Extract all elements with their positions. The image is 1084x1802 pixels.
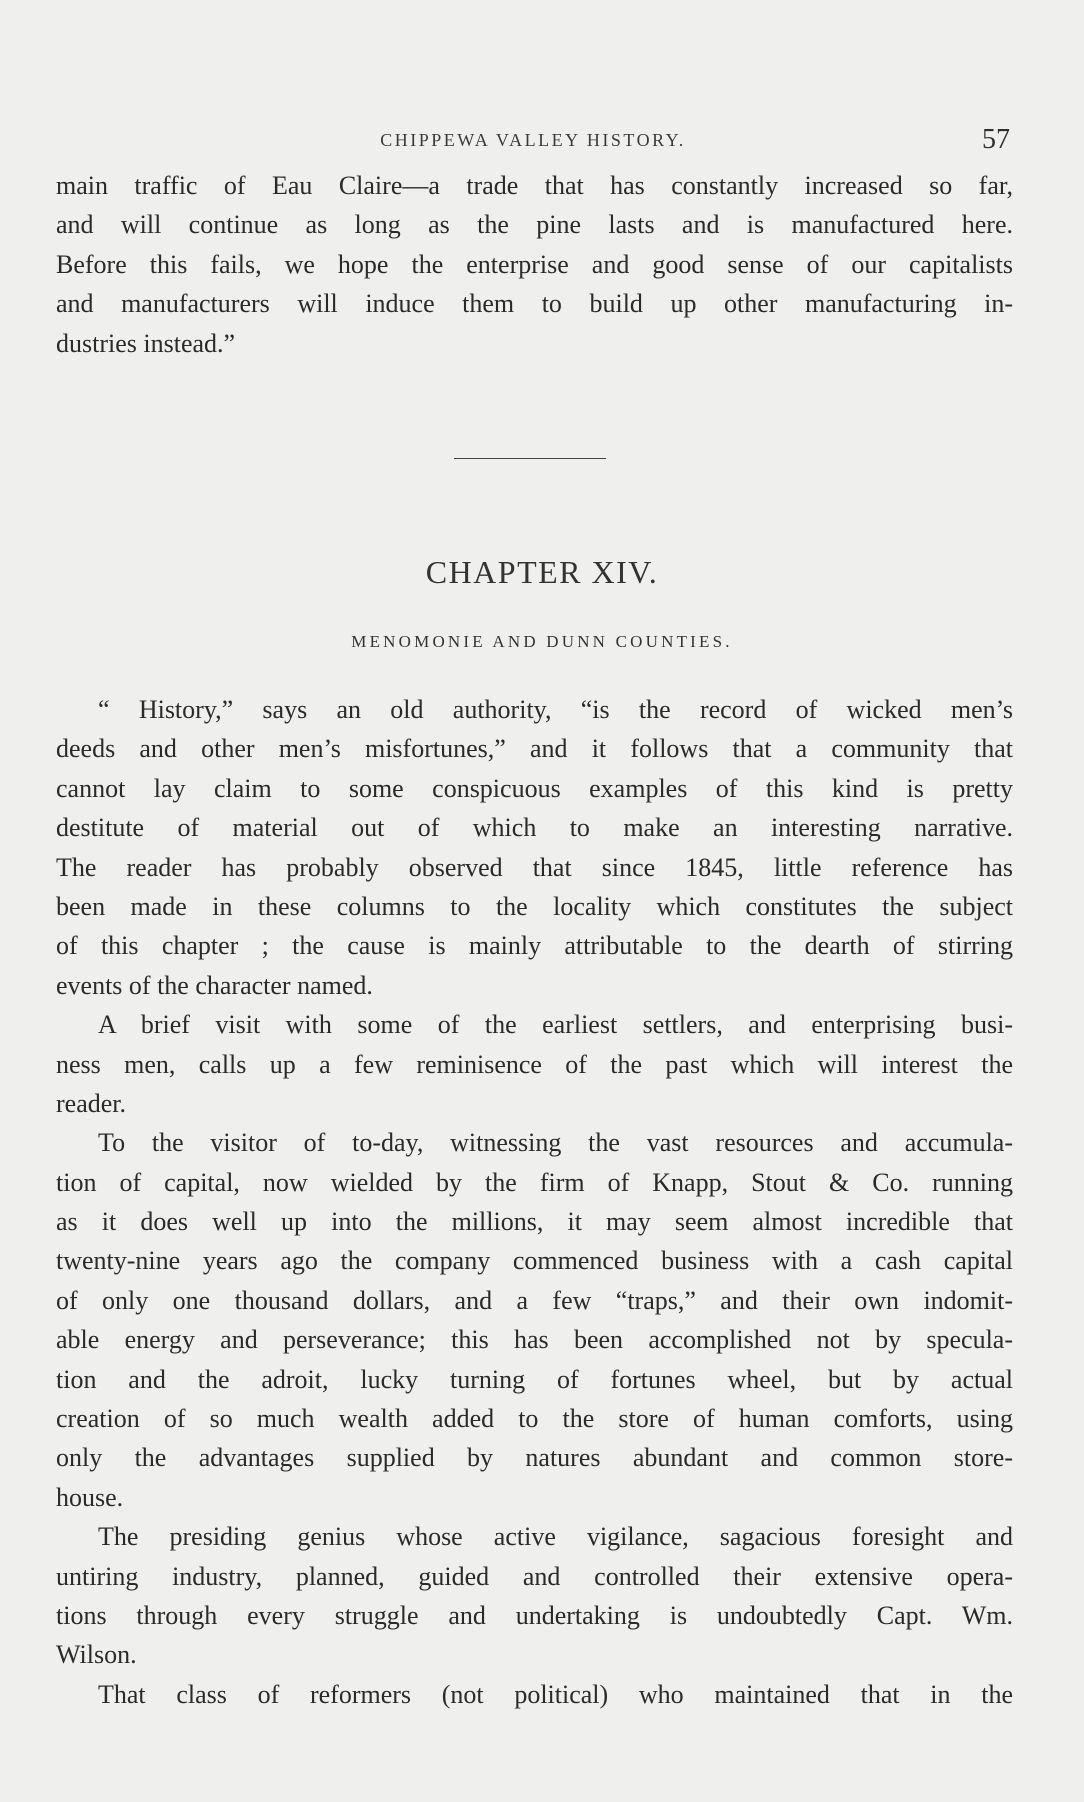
page-number: 57	[982, 124, 1010, 155]
text-line: creation of so much wealth added to the store of human comforts, using	[56, 1404, 1013, 1434]
text-line: cannot lay claim to some conspicuous examples of this kind is pretty	[56, 773, 1013, 803]
text-line: and manufacturers will induce them to build up other manufacturing in-	[56, 289, 1013, 319]
text-line: tion of capital, now wielded by the firm of Knapp, Stout & Co. running	[56, 1167, 1013, 1197]
text-line: as it does well up into the millions, it may seem almost incredible that	[56, 1207, 1013, 1237]
text-line: deeds and other men’s misfortunes,” and it follows that a community that	[56, 734, 1013, 764]
text-line: of only one thousand dollars, and a few “traps,” and their own indomit-	[56, 1285, 1013, 1315]
continued-paragraph	[56, 166, 1013, 363]
text-line: main traffic of Eau Claire—a trade that has constantly increased so far,	[56, 171, 1013, 200]
paragraph	[56, 1005, 1013, 1123]
text-line: and will continue as long as the pine lasts and is manufactured here.	[56, 210, 1013, 240]
text-line: dustries instead.”	[56, 328, 236, 358]
paragraph	[56, 1123, 1013, 1517]
section-divider	[454, 458, 606, 459]
text-line: house.	[56, 1482, 124, 1512]
paragraph	[56, 1675, 1013, 1714]
running-title: CHIPPEWA VALLEY HISTORY.	[380, 130, 686, 150]
text-line: A brief visit with some of the earliest settlers, and enterprising busi-	[98, 1010, 1013, 1040]
paragraph	[56, 690, 1013, 1005]
text-line: That class of reformers (not political) who maintained that in the	[98, 1679, 1013, 1709]
text-line: The presiding genius whose active vigilance, sagacious foresight and	[98, 1522, 1013, 1552]
paragraph	[56, 1517, 1013, 1675]
text-line: able energy and perseverance; this has been accomplished not by specula-	[56, 1325, 1013, 1355]
text-line: tion and the adroit, lucky turning of fortunes wheel, but by actual	[56, 1364, 1013, 1394]
text-line: The reader has probably observed that since 1845, little reference has	[56, 852, 1013, 882]
chapter-title: CHAPTER XIV.	[425, 554, 659, 590]
text-line: tions through every struggle and undertaking is undoubtedly Capt. Wm.	[56, 1600, 1013, 1630]
text-line: been made in these columns to the locality which constitutes the subject	[56, 891, 1013, 921]
page-header	[56, 124, 1010, 160]
text-line: of this chapter ; the cause is mainly attributable to the dearth of stirring	[56, 931, 1013, 961]
text-line: events of the character named.	[56, 970, 373, 1000]
text-line: Before this fails, we hope the enterprise and good sense of our capitalists	[56, 249, 1013, 279]
text-line: reader.	[56, 1088, 127, 1118]
text-line: twenty-nine years ago the company commenced business with a cash capital	[56, 1246, 1013, 1276]
text-line: only the advantages supplied by natures abundant and common store-	[56, 1443, 1013, 1473]
text-line: To the visitor of to-day, witnessing the vast resources and accumula-	[98, 1128, 1013, 1158]
text-line: “ History,” says an old authority, “is the record of wicked men’s	[98, 695, 1013, 724]
text-line: destitute of material out of which to make an interesting narrative.	[56, 813, 1013, 843]
text-line: ness men, calls up a few reminisence of the past which will interest the	[56, 1049, 1013, 1079]
text-line: untiring industry, planned, guided and controlled their extensive opera-	[56, 1561, 1013, 1591]
chapter-body	[56, 690, 1013, 1714]
text-line: Wilson.	[56, 1640, 137, 1670]
chapter-subtitle: MENOMONIE AND DUNN COUNTIES.	[351, 632, 733, 651]
